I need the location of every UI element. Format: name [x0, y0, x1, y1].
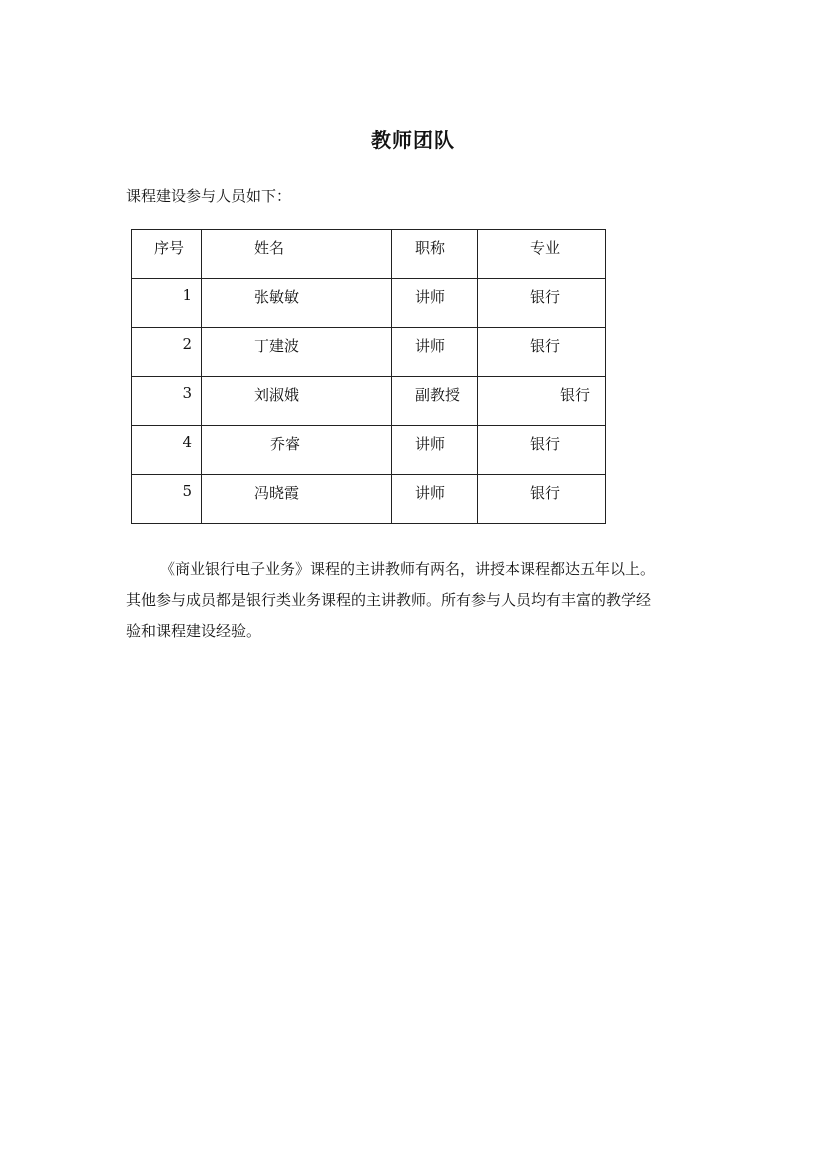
- cell-major: 银行: [478, 377, 606, 426]
- table-row: [132, 426, 606, 475]
- cell-title: 讲师: [392, 426, 478, 475]
- table-row: [132, 279, 606, 328]
- table-header-row: [132, 230, 606, 279]
- cell-number: 4: [132, 426, 202, 475]
- cell-number: 5: [132, 475, 202, 524]
- cell-name: 冯晓霞: [202, 475, 392, 524]
- cell-number: 2: [132, 328, 202, 377]
- description-paragraph: [126, 554, 716, 647]
- cell-title: 讲师: [392, 475, 478, 524]
- paragraph-line: 其他参与成员都是银行类业务课程的主讲教师。所有参与人员均有丰富的教学经: [126, 591, 652, 609]
- cell-major: 银行: [478, 426, 606, 475]
- cell-title: 副教授: [392, 377, 478, 426]
- header-major: 专业: [478, 230, 606, 279]
- cell-name: 张敏敏: [202, 279, 392, 328]
- cell-name: 乔睿: [202, 426, 392, 475]
- cell-major: 银行: [478, 279, 606, 328]
- header-number: 序号: [132, 230, 202, 279]
- paragraph-line-1-text: 《商业银行电子业务》课程的主讲教师有两名，讲授本课程都达五年以上。: [160, 560, 656, 578]
- table-row: [132, 328, 606, 377]
- cell-name: 刘淑娥: [202, 377, 392, 426]
- table-row: [132, 377, 606, 426]
- cell-number: 1: [132, 279, 202, 328]
- header-name: 姓名: [202, 230, 392, 279]
- cell-number: 3: [132, 377, 202, 426]
- paragraph-line: 验和课程建设经验。: [126, 622, 262, 640]
- table-row: [132, 475, 606, 524]
- paragraph-line: [126, 554, 716, 585]
- page-title: 教师团队: [371, 128, 455, 152]
- cell-title: 讲师: [392, 279, 478, 328]
- intro-text: 课程建设参与人员如下：: [126, 187, 292, 205]
- cell-name: 丁建波: [202, 328, 392, 377]
- cell-major: 银行: [478, 328, 606, 377]
- team-table: [131, 229, 606, 524]
- cell-major: 银行: [478, 475, 606, 524]
- header-title: 职称: [392, 230, 478, 279]
- cell-title: 讲师: [392, 328, 478, 377]
